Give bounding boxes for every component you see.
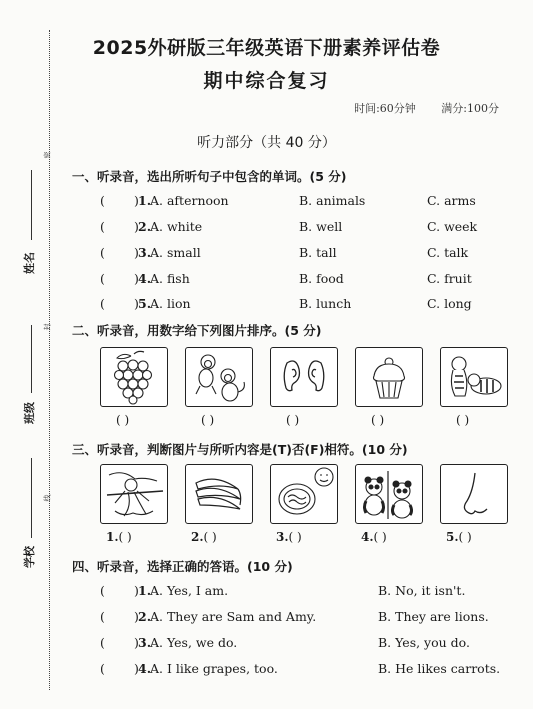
part3-title: 三、听录音，判断图片与所听内容是(T)否(F)相符。(10 分) [72,442,408,457]
school-label: 学校 [23,546,36,568]
part1-item: ( ) 2. A. white B. well C. week [100,219,478,234]
monkeys-picture [185,347,253,407]
part4-title: 四、听录音，选择正确的答语。(10 分) [72,559,293,574]
bananas-picture [185,464,253,524]
pandas-picture [355,464,423,524]
seal-mark-feng: 封 [43,323,52,331]
part1-title: 一、听录音，选出所听句子中包含的单词。(5 分) [72,169,347,184]
cupcake-picture [355,347,423,407]
part3-blank-4[interactable]: 4.( ) [361,530,387,544]
class-label: 班级 [23,402,36,424]
ears-picture [270,347,338,407]
part2-blank[interactable]: ( ) [116,413,130,427]
part4-item: ( ) 4. A. I like grapes, too. B. He likes carrots. [100,661,501,676]
part3-blank-5[interactable]: 5.( ) [446,530,472,544]
name-underline [31,170,32,240]
full-score: 满分:100分 [441,102,499,115]
part1-item: ( ) 4. A. fish B. food C. fruit [100,271,472,286]
part2-blank[interactable]: ( ) [201,413,215,427]
school-underline [31,458,32,538]
part2-blank[interactable]: ( ) [456,413,470,427]
part1-item: ( ) 3. A. small B. tall C. talk [100,245,469,260]
page-title: 2025外研版三年级英语下册素养评估卷 [92,37,441,59]
listening-section-title: 听力部分（共 40 分） [197,135,336,151]
part1-item: ( ) 5. A. lion B. lunch C. long [100,296,472,311]
part4-item: ( ) 1. A. Yes, I am. B. No, it isn't. [100,583,466,598]
name-label: 姓名 [23,252,36,274]
part2-blank[interactable]: ( ) [286,413,300,427]
part3-blank-3[interactable]: 3.( ) [276,530,302,544]
monkey-king-picture [100,464,168,524]
seal-mark-xian: 线 [43,494,52,502]
grapes-picture [100,347,168,407]
part3-blank-2[interactable]: 2.( ) [191,530,217,544]
part2-title: 二、听录音，用数字给下列图片排序。(5 分) [72,323,322,338]
part4-item: ( ) 3. A. Yes, we do. B. Yes, you do. [100,635,470,650]
seal-mark-mi: 密 [43,151,52,159]
page-subtitle: 期中综合复习 [203,70,330,92]
binding-dotted-line [49,30,50,690]
part1-item: ( ) 1. A. afternoon B. animals C. arms [100,193,476,208]
nose-picture [440,464,508,524]
tigers-picture [440,347,508,407]
time-limit: 时间:60分钟 [354,102,416,115]
part3-blank-1[interactable]: 1.( ) [106,530,132,544]
part4-item: ( ) 2. A. They are Sam and Amy. B. They are lions. [100,609,489,624]
class-underline [31,325,32,393]
noodles-picture [270,464,338,524]
exam-meta [334,100,499,116]
part2-blank[interactable]: ( ) [371,413,385,427]
